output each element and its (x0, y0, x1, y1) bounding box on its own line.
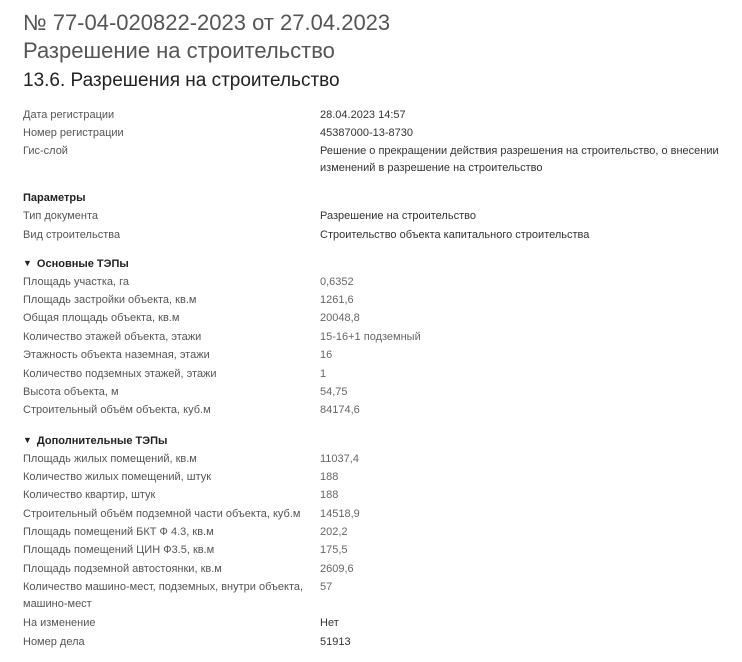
main-tep-label: Площадь застройки объекта, кв.м (23, 294, 197, 306)
main-tep-value: 1261,6 (320, 294, 354, 306)
main-tep-label: Строительный объём объекта, куб.м (23, 404, 211, 416)
extra-tep-toggle[interactable] (23, 432, 167, 450)
registration-date-value: 28.04.2023 14:57 (320, 109, 406, 121)
extra-tep-label: Номер дела (23, 636, 85, 648)
document-type-title: Разрешение на строительство (23, 38, 335, 63)
gis-layer-value-line1: Решение о прекращении действия разрешения на строительство, о внесении (320, 145, 719, 157)
extra-tep-label: Площадь помещений ЦИН Ф3.5, кв.м (23, 544, 215, 556)
extra-tep-label: Строительный объём подземной части объекта, куб.м (23, 508, 301, 520)
extra-tep-heading: Дополнительные ТЭПы (36, 435, 168, 447)
extra-tep-value: 11037,4 (320, 453, 359, 465)
extra-tep-label: Количество жилых помещений, штук (23, 471, 212, 483)
extra-tep-value: 188 (320, 489, 339, 501)
extra-tep-label-line1: Количество машино-мест, подземных, внутри объекта, (23, 581, 304, 593)
extra-tep-value: 2609,6 (320, 563, 354, 575)
extra-tep-label-line2: машино-мест (23, 598, 92, 610)
extra-tep-value: 175,5 (320, 544, 348, 556)
doc-type-label: Тип документа (23, 210, 99, 222)
registration-number-value: 45387000-13-8730 (320, 127, 413, 139)
params-heading: Параметры (23, 192, 86, 204)
main-tep-value: 54,75 (320, 386, 348, 398)
main-tep-value: 16 (320, 349, 333, 361)
registration-date-label: Дата регистрации (23, 109, 115, 121)
main-tep-value: 1 (320, 368, 327, 380)
extra-tep-value: 202,2 (320, 526, 348, 538)
triangle-down-icon: ▼ (23, 258, 32, 268)
gis-layer-value-line2: изменений в разрешение на строительство (320, 162, 543, 174)
construction-type-value: Строительство объекта капитального строительства (320, 229, 590, 241)
extra-tep-label: Площадь жилых помещений, кв.м (23, 453, 197, 465)
extra-tep-label: Площадь подземной автостоянки, кв.м (23, 563, 222, 575)
main-tep-label: Высота объекта, м (23, 386, 119, 398)
main-tep-label: Количество этажей объекта, этажи (23, 331, 202, 343)
document-number: № 77-04-020822-2023 от 27.04.2023 (23, 10, 391, 35)
extra-tep-value: 188 (320, 471, 339, 483)
main-tep-label: Площадь участка, га (23, 276, 129, 288)
main-tep-value: 84174,6 (320, 404, 360, 416)
extra-tep-value: 14518,9 (320, 508, 360, 520)
main-tep-value: 0,6352 (320, 276, 354, 288)
extra-tep-label: На изменение (23, 617, 96, 629)
extra-tep-value: Нет (320, 617, 339, 629)
main-tep-heading: Основные ТЭПы (36, 258, 129, 270)
main-tep-label: Количество подземных этажей, этажи (23, 368, 217, 380)
doc-type-value: Разрешение на строительство (320, 210, 476, 222)
main-tep-label: Общая площадь объекта, кв.м (23, 312, 180, 324)
document-category: 13.6. Разрешения на строительство (23, 70, 340, 91)
construction-type-label: Вид строительства (23, 229, 121, 241)
main-tep-value: 20048,8 (320, 312, 360, 324)
main-tep-label: Этажность объекта наземная, этажи (23, 349, 210, 361)
main-tep-value: 15-16+1 подземный (320, 331, 421, 343)
extra-tep-label: Площадь помещений БКТ Ф 4.3, кв.м (23, 526, 214, 538)
triangle-down-icon: ▼ (23, 435, 32, 445)
extra-tep-label: Количество квартир, штук (23, 489, 156, 501)
gis-layer-label: Гис-слой (23, 145, 68, 157)
extra-tep-value: 57 (320, 581, 333, 593)
extra-tep-value: 51913 (320, 636, 351, 648)
main-tep-toggle[interactable] (23, 255, 129, 273)
registration-number-label: Номер регистрации (23, 127, 124, 139)
